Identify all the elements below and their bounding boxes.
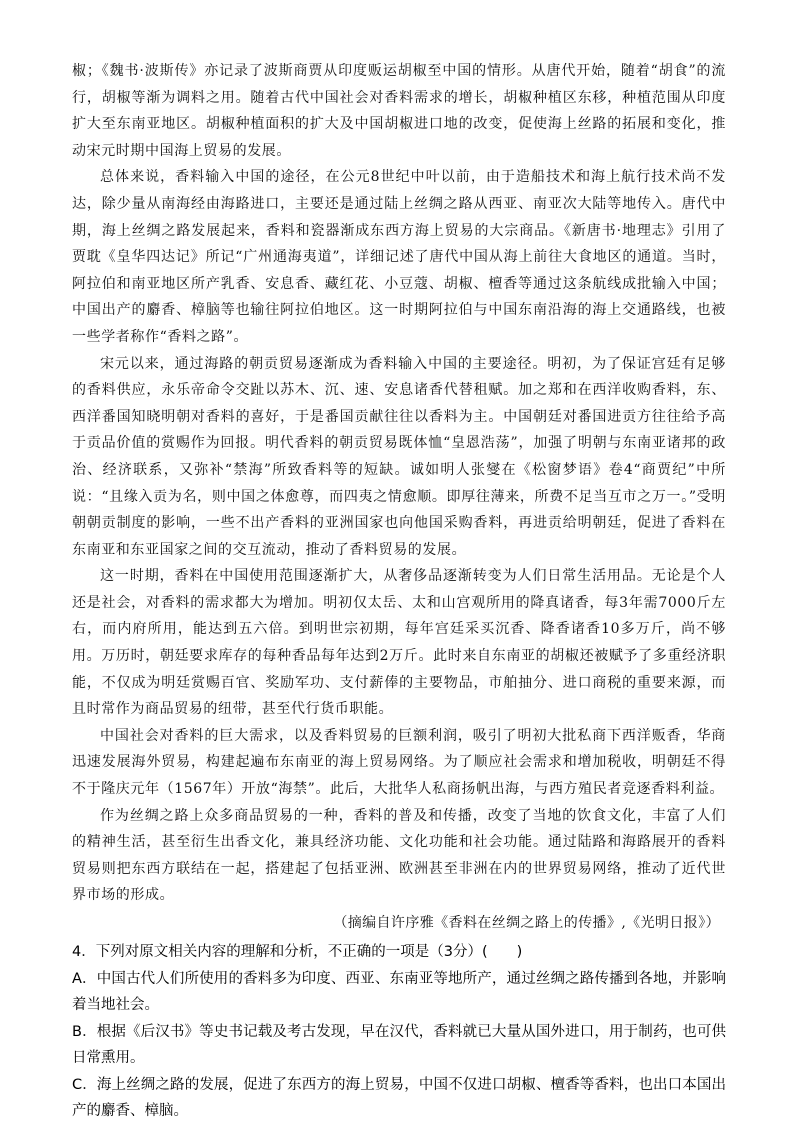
passage-paragraph: 总体来说，香料输入中国的途径，在公元8世纪中叶以前，由于造船技术和海上航行技术尚不发达，除少量从南海经由海路进口，主要还是通过陆上丝绸之路从西亚、南亚次大陆等地传入。唐代中期，海上丝绸之路发展起来，香料和瓷器渐成东西方海上贸易的大宗商品。《新唐书·地理志》引用了贾耽《皇华四达记》所记“广州通海夷道”，详细记述了唐代中国从海上前往大食地区的通道。当时，阿拉伯和南亚地区所产乳香、安息香、藏红花、小豆蔻、胡椒、檀香等通过这条航线成批输入中国；中国出产的麝香、樟脑等也输往阿拉伯地区。这一时期阿拉伯与中国东南沿海的海上交通路线，也被一些学者称作“香料之路”。 xyxy=(72,169,726,345)
option-c: C．海上丝绸之路的发展，促进了东西方的海上贸易，中国不仅进口胡椒、檀香等香料，也出口本国出产的麝香、樟脑。 xyxy=(72,1076,726,1119)
option-a: A．中国古代人们所使用的香料多为印度、西亚、东南亚等地所产，通过丝绸之路传播到各地，并影响着当地社会。 xyxy=(72,970,726,1013)
passage-source: （摘编自许序雅《香料在丝绸之路上的传播》,《光明日报》） xyxy=(333,915,720,931)
passage-paragraph: 中国社会对香料的巨大需求，以及香料贸易的巨额利润，吸引了明初大批私商下西洋贩香，华商迅速发展海外贸易，构建起遍布东南亚的海上贸易网络。为了顺应社会需求和增加税收，明朝廷不得不于隆庆元年（1567年）开放“海禁”。此后，大批华人私商扬帆出海，与西方殖民者竞逐香料利益。 xyxy=(72,727,726,798)
passage-paragraph: 作为丝绸之路上众多商品贸易的一种，香料的普及和传播，改变了当地的饮食文化，丰富了人们的精神生活，甚至衍生出香文化，兼具经济功能、文化功能和社会功能。通过陆路和海路展开的香料贸易则把东西方联结在一起，搭建起了包括亚洲、欧洲甚至非洲在内的世界贸易网络，推动了近代世界市场的形成。 xyxy=(72,807,726,904)
passage-paragraph: 这一时期，香料在中国使用范围逐渐扩大，从奢侈品逐渐转变为人们日常生活用品。无论是个人还是社会，对香料的需求都大为增加。明初仅太岳、太和山宫观所用的降真诸香，每3年需7000斤左右，而内府所用，能达到五六倍。到明世宗初期，每年宫廷采买沉香、降香诸香10多万斤，尚不够用。万历时，朝廷要求库存的每种香品每年达到2万斤。此时来自东南亚的胡椒还被赋予了多重经济职能，不仅成为明廷赏赐百官、奖励军功、支付薪俸的主要物品，市舶抽分、进口商税的重要来源，而且时常作为商品贸易的纽带，甚至代行货币职能。 xyxy=(72,568,726,718)
question-stem: 4．下列对原文相关内容的理解和分析，不正确的一项是（3分）( ) xyxy=(72,944,523,960)
passage-paragraph: 宋元以来，通过海路的朝贡贸易逐渐成为香料输入中国的主要途径。明初，为了保证宫廷有足够的香料供应，永乐帝命令交趾以苏木、沉、速、安息诸香代替租赋。加之郑和在西洋收购香料，东、西洋番国知晓明朝对香料的喜好，于是番国贡献往往以香料为主。中国朝廷对番国进贡方往往给予高于贡品价值的赏赐作为回报。明代香料的朝贡贸易既体恤“皇恩浩荡”，加强了明朝与东南亚诸邦的政治、经济联系，又弥补“禁海”所致香料等的短缺。诚如明人张燮在《松窗梦语》卷4“商贾纪”中所说：“且缘入贡为名，则中国之体愈尊，而四夷之情愈顺。即厚往薄来，所费不足当互市之万一。”受明朝朝贡制度的影响，一些不出产香料的亚洲国家也向他国采购香料，再进贡给明朝廷，促进了香料在东南亚和东亚国家之间的交互流动，推动了香料贸易的发展。 xyxy=(72,355,726,558)
passage-paragraph: 椒；《魏书·波斯传》亦记录了波斯商贾从印度贩运胡椒至中国的情形。从唐代开始，随着“胡食”的流行，胡椒等渐为调料之用。随着古代中国社会对香料需求的增长，胡椒种植区东移，种植范围从印度扩大至东南亚地区。胡椒种植面积的扩大及中国胡椒进口地的改变，促使海上丝路的拓展和变化，推动宋元时期中国海上贸易的发展。 xyxy=(72,63,726,159)
question-4 xyxy=(72,939,726,1125)
exam-page xyxy=(72,58,726,1125)
reading-passage xyxy=(72,58,726,935)
option-b: B．根据《后汉书》等史书记载及考古发现，早在汉代，香料就已大量从国外进口，用于制药，也可供日常熏用。 xyxy=(72,1023,726,1066)
